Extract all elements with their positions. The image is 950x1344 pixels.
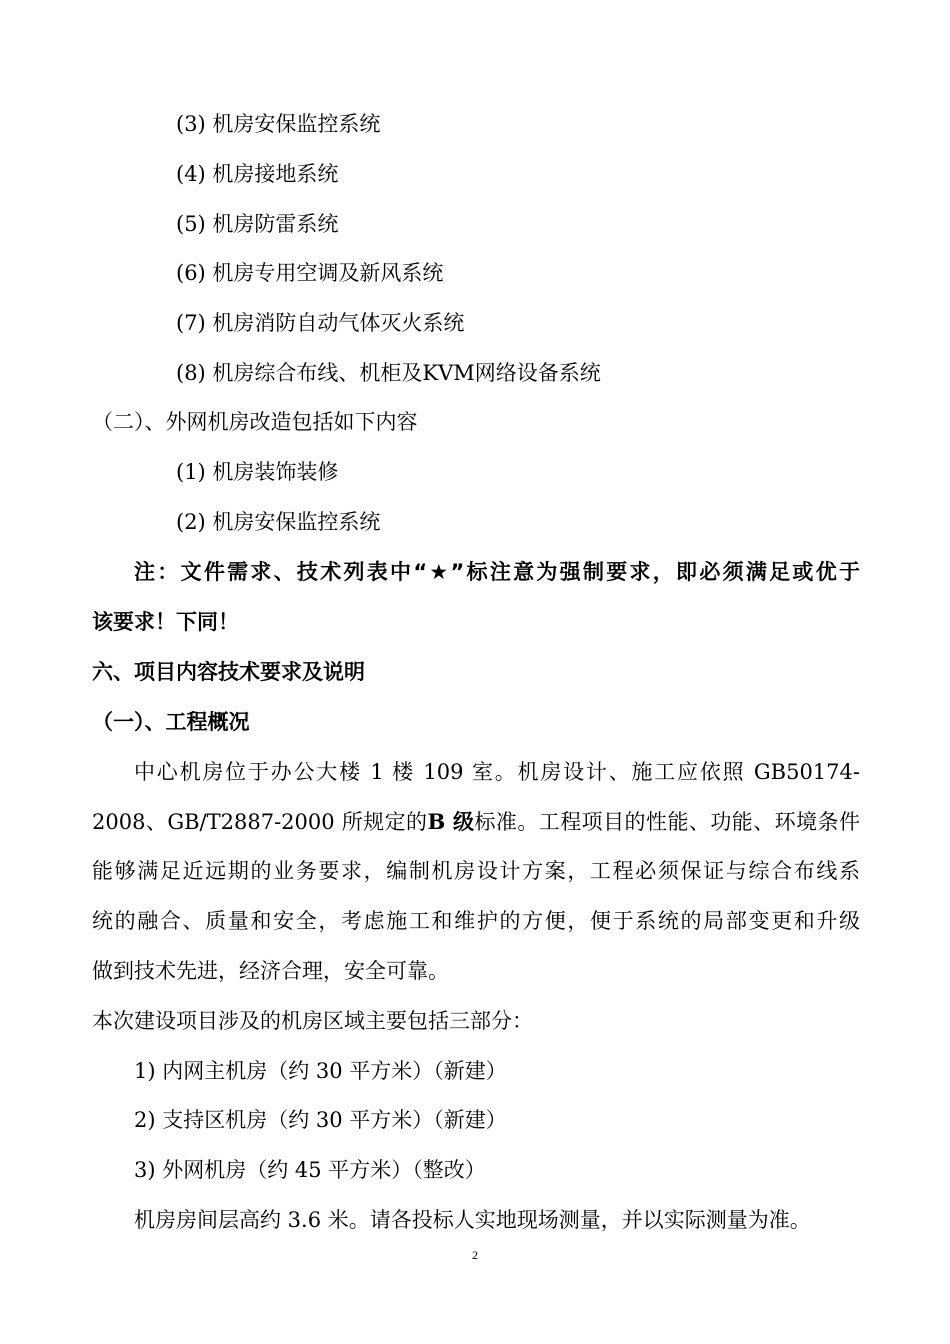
subsection-heading: （一）、工程概况 [92, 710, 250, 734]
overview-line [92, 808, 860, 836]
overview-text: 2008、GB/T2887-2000 所规定的 [92, 810, 428, 834]
room-item: 1) 内网主机房（约 30 平方米）（新建） [134, 1059, 507, 1083]
room-item: 2) 支持区机房（约 30 平方米）（新建） [134, 1108, 507, 1132]
grade-b-text: B 级 [427, 809, 475, 834]
section-list-item: (2) 机房安保监控系统 [176, 510, 381, 534]
chapter-heading: 六、项目内容技术要求及说明 [92, 660, 365, 684]
overview-line: 中心机房位于办公大楼 1 楼 109 室。机房设计、施工应依照 GB50174- [134, 760, 860, 784]
overview-line: 统的融合、质量和安全，考虑施工和维护的方便，便于系统的局部变更和升级 [92, 909, 860, 933]
section-heading: （二）、外网机房改造包括如下内容 [92, 410, 418, 434]
overview-text: 标准。工程项目的性能、功能、环境条件 [474, 810, 861, 834]
system-list-item: (6) 机房专用空调及新风系统 [176, 261, 444, 285]
room-item: 3) 外网机房（约 45 平方米）（整改） [134, 1158, 486, 1182]
system-list-item: (8) 机房综合布线、机柜及KVM网络设备系统 [176, 361, 601, 385]
scope-intro: 本次建设项目涉及的机房区域主要包括三部分： [92, 1009, 533, 1033]
height-note: 机房房间层高约 3.6 米。请各投标人实地现场测量，并以实际测量为准。 [134, 1208, 811, 1232]
page-number: 2 [472, 1248, 478, 1262]
system-list-item: (5) 机房防雷系统 [176, 212, 339, 236]
system-list-item: (3) 机房安保监控系统 [176, 112, 381, 136]
system-list-item: (7) 机房消防自动气体灭火系统 [176, 311, 465, 335]
system-list-item: (4) 机房接地系统 [176, 162, 339, 186]
section-list-item: (1) 机房装饰装修 [176, 460, 339, 484]
note-line: 注：文件需求、技术列表中“★”标注意为强制要求，即必须满足或优于 [134, 560, 860, 584]
overview-line: 做到技术先进，经济合理，安全可靠。 [92, 959, 449, 983]
overview-line: 能够满足近远期的业务要求，编制机房设计方案，工程必须保证与综合布线系 [92, 859, 860, 883]
note-line: 该要求！下同！ [92, 610, 239, 634]
